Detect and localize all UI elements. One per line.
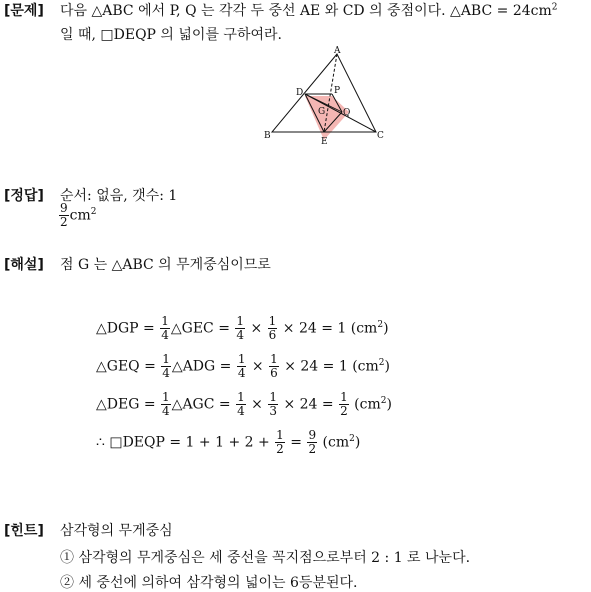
label-c: C: [377, 131, 384, 141]
label-e: E: [321, 137, 328, 147]
label-p: P: [334, 86, 341, 96]
answer-value: [58, 202, 97, 229]
hint-title: 삼각형의 무게중심: [60, 523, 173, 539]
label-q: Q: [343, 108, 351, 118]
answer-unit: cm: [69, 207, 91, 224]
equation-2: △GEQ = $\frac{1}{4}$ △ADG = $\frac{1}{4}$ × $\frac{1}{6}$ × 24 = 1 $(cm^2)$: [96, 352, 390, 380]
problem-label: [문제]: [4, 3, 44, 19]
label-b: B: [264, 131, 271, 141]
equation-1: △DGP = $\frac{1}{4}$ △GEC = $\frac{1}{4}$ × $\frac{1}{6}$ × 24 = 1 $(cm^2)$: [96, 314, 389, 342]
hint-item-1: ① 삼각형의 무게중심은 세 중선을 꼭지점으로부터 2 : 1 로 나눈다.: [60, 550, 471, 566]
solution-intro: 점 G 는 △ABC 의 무게중심이므로: [60, 257, 271, 273]
triangle-figure: [262, 46, 392, 148]
hint-label: [힌트]: [4, 523, 44, 539]
problem-unit-exponent: 2: [551, 2, 558, 13]
answer-fraction: $\frac{9}{2}$: [60, 201, 68, 229]
label-g: G: [318, 107, 326, 117]
equation-3: △DEG = $\frac{1}{4}$ △AGC = $\frac{1}{4}$ × $\frac{1}{3}$ × 24 = $\frac{1}{2}$ $(cm^2)$: [96, 390, 392, 418]
label-a: A: [334, 46, 341, 56]
answer-label: [정답]: [4, 188, 44, 204]
shaded-region: [305, 96, 349, 140]
label-d: D: [296, 88, 304, 98]
solution-label: [해설]: [4, 257, 44, 273]
answer-unit-exponent: 2: [90, 206, 97, 217]
problem-text-1: 다음 △ABC 에서 P, Q 는 각각 두 중선 AE 와 CD 의 중점이다. △ABC = 24cm: [60, 3, 552, 19]
answer-line-1: 순서: 없음, 갯수: 1: [60, 188, 178, 204]
problem-line-1: [60, 0, 557, 20]
hint-item-2: ② 세 중선에 의하여 삼각형의 넓이는 6등분된다.: [60, 575, 358, 591]
problem-line-2: 일 때, □DEQP 의 넓이를 구하여라.: [60, 27, 282, 43]
equation-4: ∴ □DEQP = 1 + 1 + 2 + $\frac{1}{2}$ = $\frac{9}{2}$ $(cm^2)$: [96, 428, 361, 456]
